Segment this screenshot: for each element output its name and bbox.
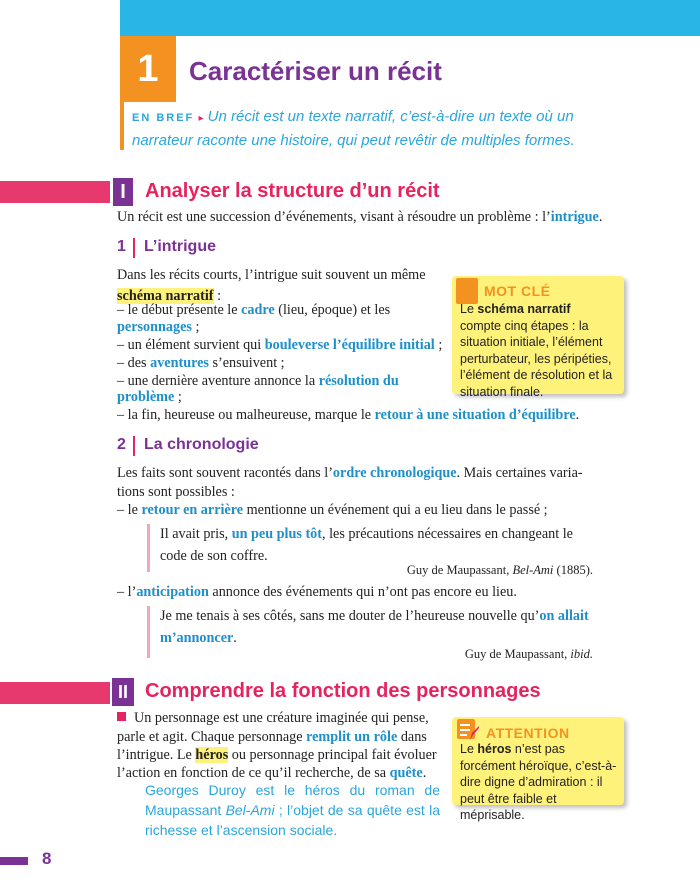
quote-bar (147, 524, 150, 572)
chapter-number: 1 (120, 36, 176, 102)
bullet-square-icon (117, 712, 126, 721)
list-item: – un élément survient qui bouleverse l’équilibre initial ; (117, 337, 443, 353)
list-item: – le début présente le cadre (lieu, époque) et les (117, 302, 391, 318)
chapter-title: Caractériser un récit (189, 56, 442, 86)
mot-cle-box (452, 276, 624, 399)
pencil-note-icon (456, 718, 480, 742)
section-number: I (113, 178, 133, 206)
list-item-cont: personnages ; (117, 319, 200, 335)
paragraph-cont: tions sont possibles : (117, 484, 235, 500)
paragraph: l’action en fonction de ce qu’il recherche, de sa quête. (117, 765, 427, 781)
subsection-divider (133, 436, 135, 456)
subsection-number: 1 (117, 238, 126, 255)
header-band (120, 0, 700, 36)
section-band (0, 181, 110, 203)
attention-text: Le héros n’est pas forcément héroïque, c’est-à-dire digne d’admiration : il peut être faible et méprisable. (460, 742, 617, 822)
mot-cle-text: Le schéma narratif compte cinq étapes : la situation initiale, l’élément perturbateur, les péripéties, l’élément de résolution et la situation finale. (460, 302, 613, 399)
paragraph: Dans les récits courts, l’intrigue suit souvent un même (117, 267, 426, 283)
quote-source: Guy de Maupassant, Bel-Ami (1885). (406, 563, 593, 577)
quote-source: Guy de Maupassant, ibid. (464, 647, 593, 661)
quote-bar (147, 606, 150, 658)
section-band (0, 682, 110, 704)
page-number: 8 (42, 849, 52, 868)
list-item: – le retour en arrière mentionne un événement qui a eu lieu dans le passé ; (117, 502, 548, 518)
attention-box (452, 717, 624, 822)
quote: Je me tenais à ses côtés, sans me douter de l’heureuse nouvelle qu’on allait m’annoncer. (160, 608, 589, 646)
list-item: – une dernière aventure annonce la résolution du (117, 373, 399, 389)
subsection-divider (133, 238, 135, 258)
example-text: Georges Duroy est le héros du roman de Maupassant Bel-Ami ; l’objet de sa quête est la richesse et l’ascension sociale. (145, 782, 440, 838)
triangle-icon: ▸ (198, 113, 204, 124)
en-bref-label: EN BREF (132, 112, 195, 124)
paragraph: Un personnage est une créature imaginée qui pense, (117, 708, 447, 730)
subsection-title: La chronologie (144, 436, 259, 453)
page-marker (0, 857, 28, 865)
en-bref (132, 106, 602, 152)
en-bref-text: Un récit est un texte narratif, c’est-à-dire un texte où un narrateur raconte une histoire, qui peut revêtir de multiples formes. (132, 108, 575, 149)
paragraph: schéma narratif : (117, 288, 222, 304)
subsection-title: L’intrigue (144, 238, 216, 255)
list-item: – la fin, heureuse ou malheureuse, marque le retour à une situation d’équilibre. (117, 407, 580, 423)
chapter-number-line (120, 102, 124, 150)
section-title: Analyser la structure d’un récit (145, 180, 440, 202)
paragraph: l’intrigue. Le héros ou personnage principal fait évoluer (117, 747, 437, 763)
subsection-number: 2 (117, 436, 126, 453)
section-number: II (112, 678, 134, 706)
list-item: – des aventures s’ensuivent ; (117, 355, 285, 371)
section-intro: Un récit est une succession d’événements, visant à résoudre un problème : l’intrigue. (117, 209, 603, 225)
paragraph: Les faits sont souvent racontés dans l’ordre chronologique. Mais certaines varia- (117, 465, 583, 481)
list-item: – l’anticipation annonce des événements qui n’ont pas encore eu lieu. (117, 584, 517, 600)
attention-title: ATTENTION (486, 725, 570, 741)
list-item-cont: problème ; (117, 389, 182, 405)
section-title: Comprendre la fonction des personnages (145, 680, 541, 702)
mot-cle-title: MOT CLÉ (484, 283, 551, 299)
quote: Il avait pris, un peu plus tôt, les précautions nécessaires en changeant le code de son coffre. (160, 526, 573, 564)
paragraph: parle et agit. Chaque personnage remplit un rôle dans (117, 729, 427, 745)
